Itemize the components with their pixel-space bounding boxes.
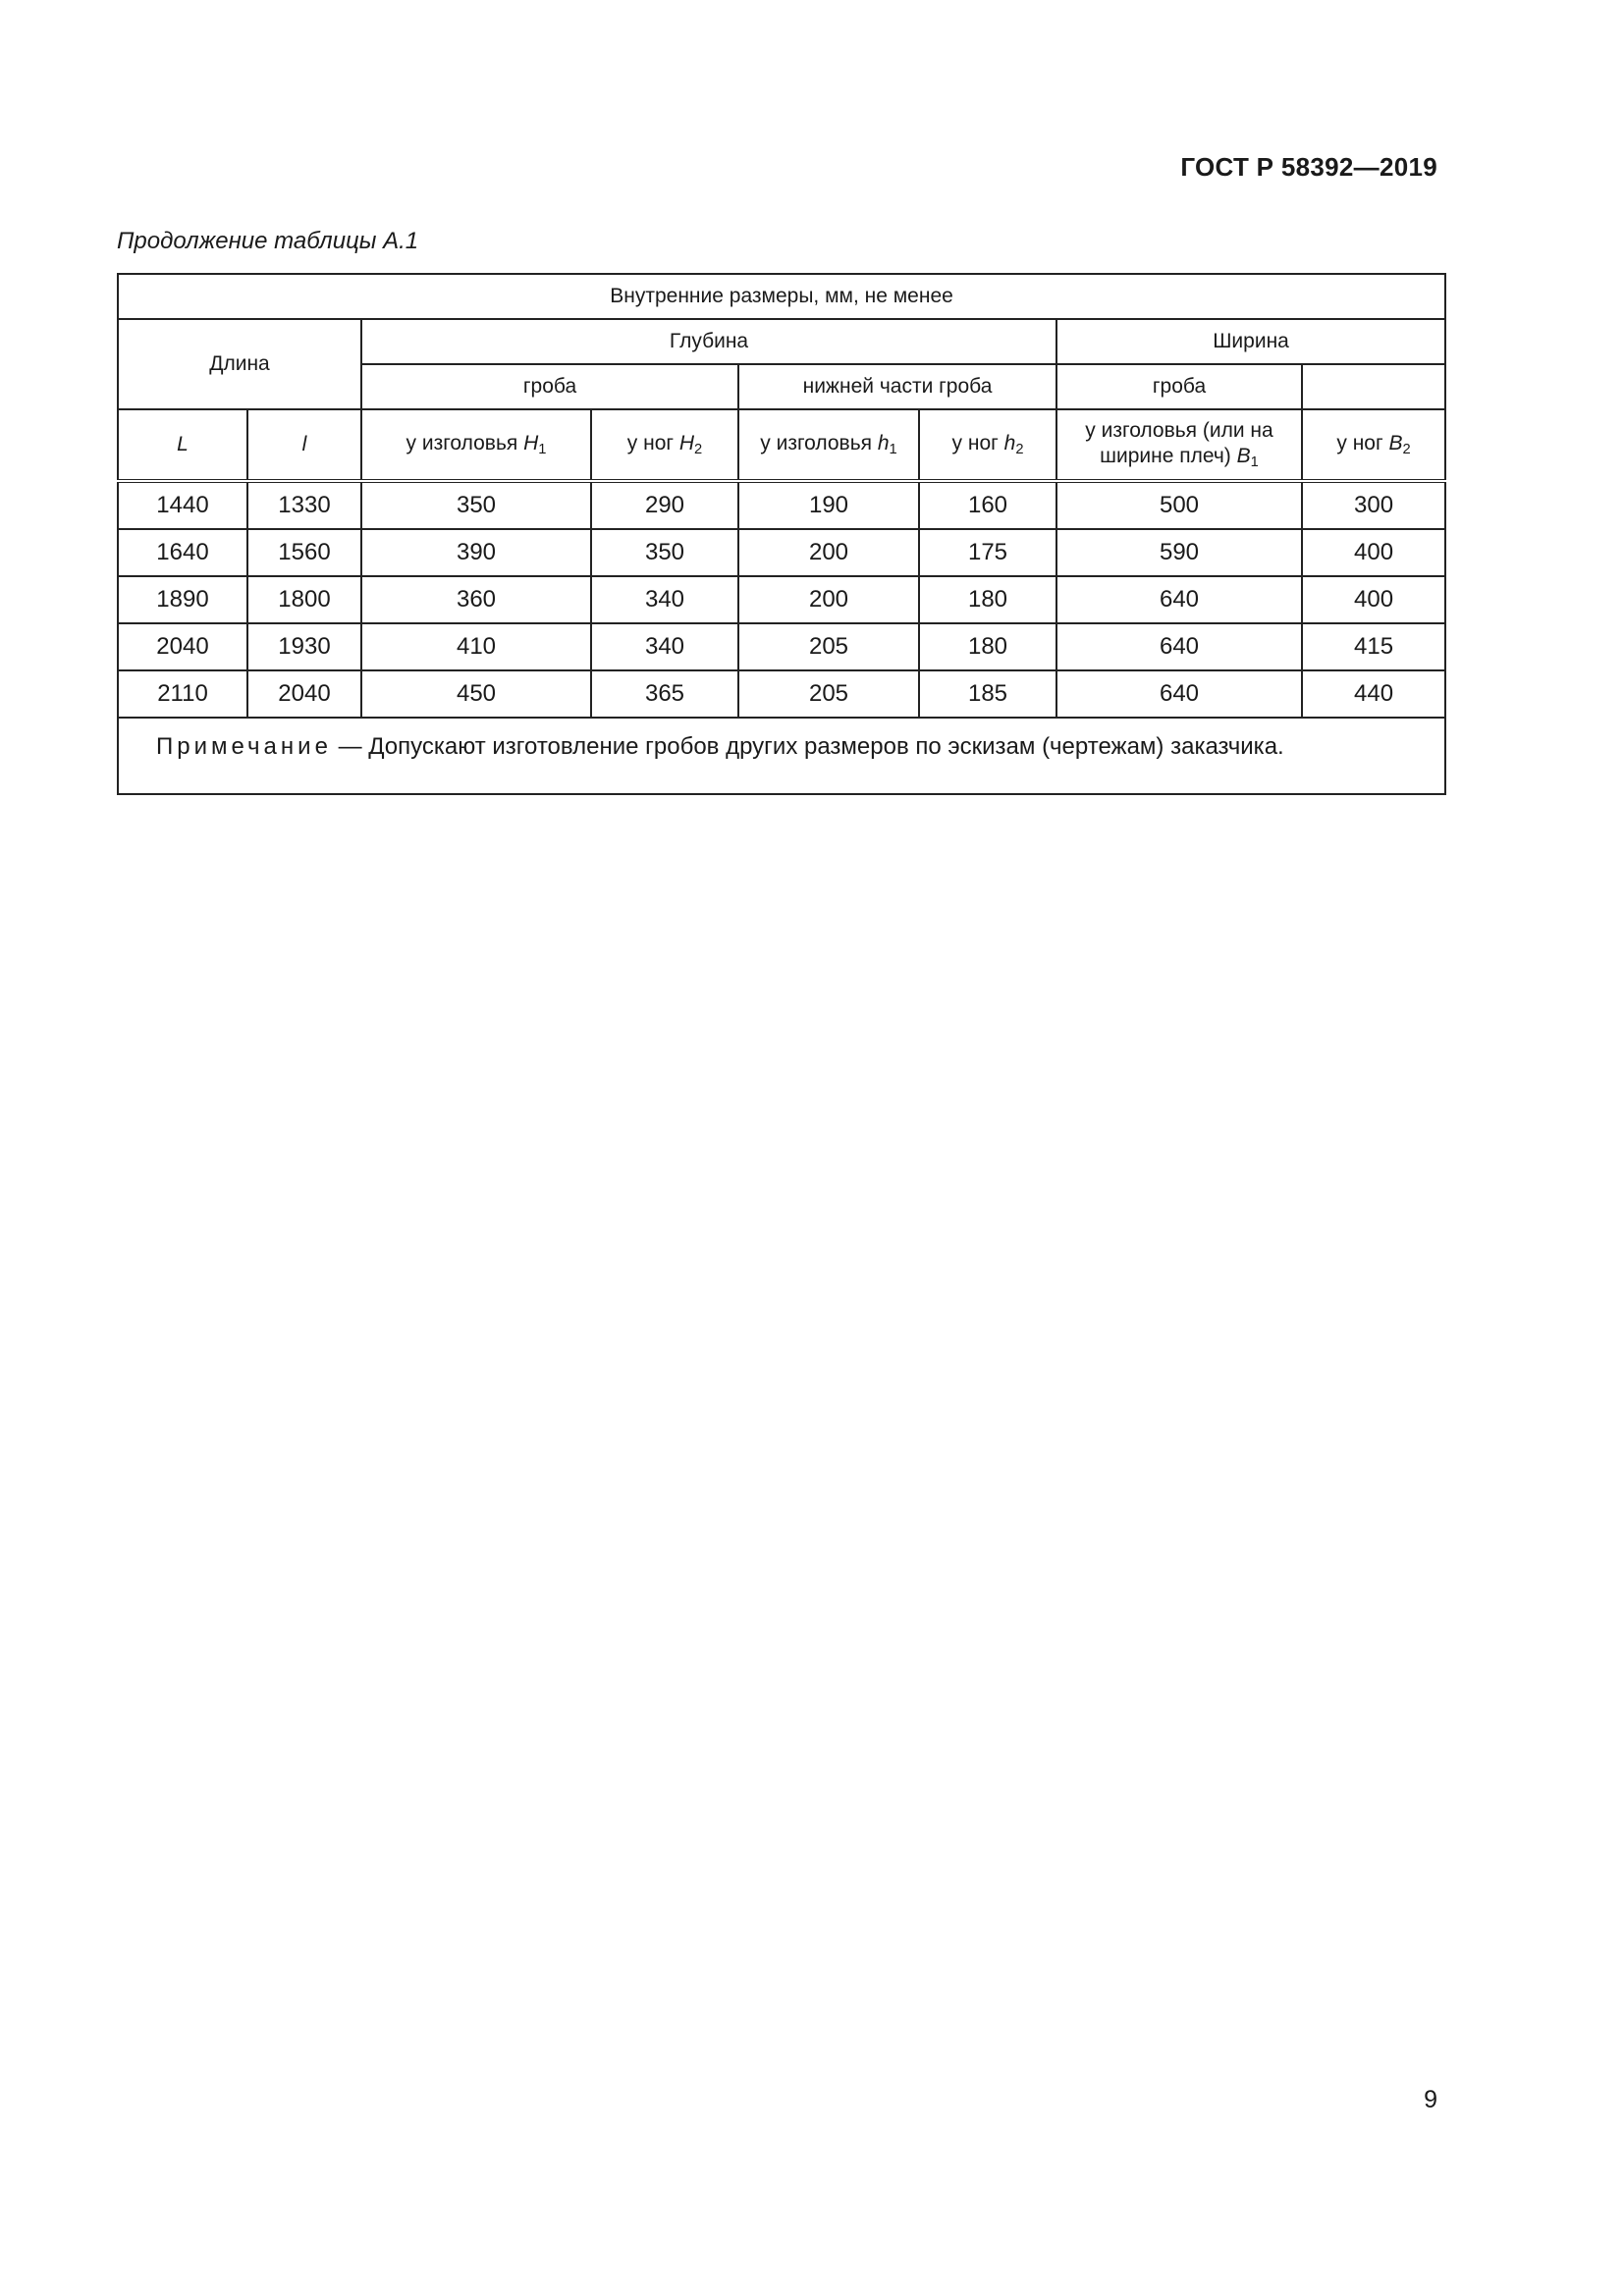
cell: 400	[1302, 576, 1445, 623]
cell: 1330	[247, 481, 361, 529]
cell: 1890	[118, 576, 247, 623]
cell: 1640	[118, 529, 247, 576]
cell: 160	[919, 481, 1056, 529]
header-depth: Глубина	[361, 319, 1056, 364]
cell: 180	[919, 623, 1056, 670]
subheader-empty	[1302, 364, 1445, 409]
cell: 360	[361, 576, 591, 623]
table-row	[118, 576, 1445, 623]
subheader-coffin-depth: гроба	[361, 364, 738, 409]
table-row	[118, 623, 1445, 670]
subheader-lower-part: нижней части гроба	[738, 364, 1056, 409]
cell: 500	[1056, 481, 1302, 529]
cell: 2110	[118, 670, 247, 718]
cell: 1560	[247, 529, 361, 576]
cell: 350	[591, 529, 738, 576]
symbol-H2: у ног $H_2$	[591, 409, 738, 481]
note-text: — Допускают изготовление гробов других размеров по эскизам (чертежам) заказчика.	[331, 733, 1284, 760]
cell: 640	[1056, 670, 1302, 718]
table-row	[118, 529, 1445, 576]
cell: 190	[738, 481, 919, 529]
subheader-coffin-width: гроба	[1056, 364, 1302, 409]
page-number: 9	[1424, 2086, 1437, 2113]
cell: 200	[738, 576, 919, 623]
cell: 175	[919, 529, 1056, 576]
symbol-L: L	[118, 409, 247, 481]
cell: 415	[1302, 623, 1445, 670]
symbol-H1: у изголовья $H_1$	[361, 409, 591, 481]
document-code: ГОСТ Р 58392—2019	[1180, 152, 1437, 182]
cell: 390	[361, 529, 591, 576]
cell: 185	[919, 670, 1056, 718]
table-title: Внутренние размеры, мм, не менее	[118, 274, 1445, 319]
cell: 1930	[247, 623, 361, 670]
cell: 205	[738, 623, 919, 670]
cell: 2040	[247, 670, 361, 718]
symbol-B2: у ног $B_2$	[1302, 409, 1445, 481]
cell: 2040	[118, 623, 247, 670]
cell: 340	[591, 576, 738, 623]
cell: 205	[738, 670, 919, 718]
cell: 200	[738, 529, 919, 576]
cell: 410	[361, 623, 591, 670]
symbol-h2: у ног $h_2$	[919, 409, 1056, 481]
cell: 440	[1302, 670, 1445, 718]
cell: 180	[919, 576, 1056, 623]
table-row	[118, 670, 1445, 718]
table-row	[118, 481, 1445, 529]
cell: 590	[1056, 529, 1302, 576]
cell: 290	[591, 481, 738, 529]
symbol-l: l	[247, 409, 361, 481]
cell: 1440	[118, 481, 247, 529]
symbol-h1: у изголовья $h_1$	[738, 409, 919, 481]
table-caption: Продолжение таблицы А.1	[117, 228, 419, 254]
dimensions-table	[117, 273, 1446, 795]
cell: 350	[361, 481, 591, 529]
cell: 365	[591, 670, 738, 718]
header-width: Ширина	[1056, 319, 1445, 364]
note-label: Примечание	[156, 733, 332, 760]
symbol-B1: у изголовья (или на ширине плеч) $B_1$	[1056, 409, 1302, 481]
cell: 640	[1056, 623, 1302, 670]
cell: 400	[1302, 529, 1445, 576]
cell: 1800	[247, 576, 361, 623]
cell: 340	[591, 623, 738, 670]
table-note	[118, 718, 1445, 794]
header-length: Длина	[118, 319, 361, 409]
cell: 450	[361, 670, 591, 718]
cell: 640	[1056, 576, 1302, 623]
cell: 300	[1302, 481, 1445, 529]
